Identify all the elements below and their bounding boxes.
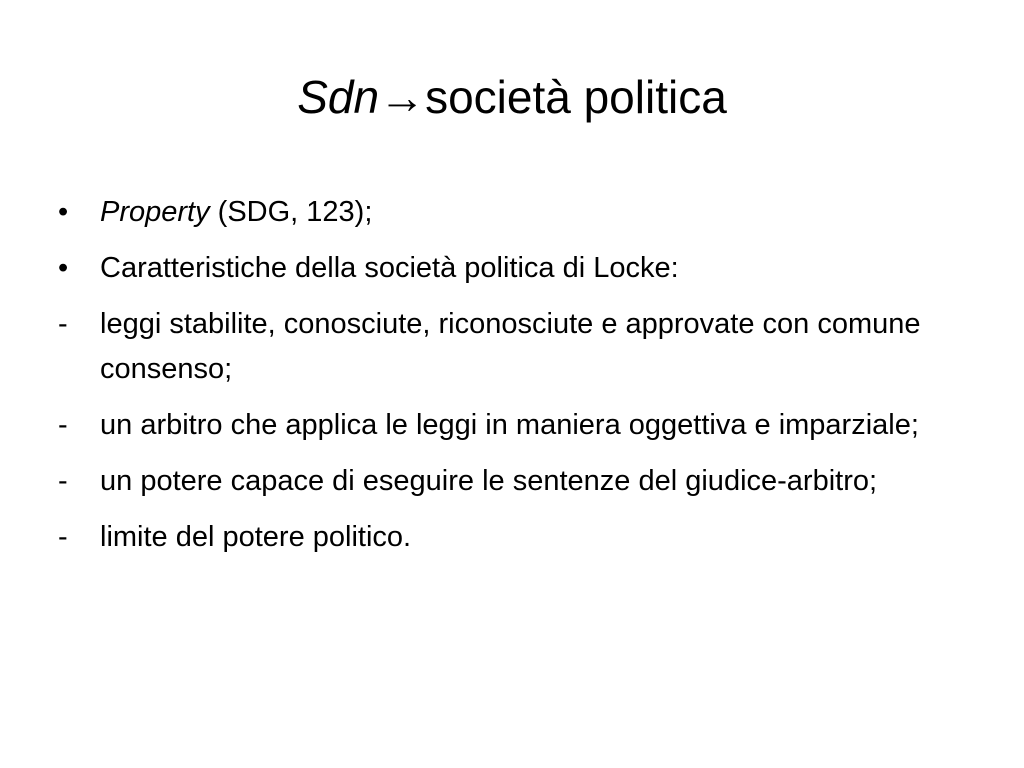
- dash-item-limit: [58, 515, 958, 560]
- bullet-marker: •: [58, 196, 69, 228]
- bullet-item-property: [58, 190, 958, 235]
- slide-title: [50, 62, 974, 132]
- dash-item-laws: [58, 302, 958, 392]
- dash-item-power: [58, 459, 958, 504]
- dash-item-text: leggi stabilite, conosciute, riconosciute e approvate con comune consenso;: [100, 308, 921, 385]
- bullet-text: (SDG, 123);: [209, 196, 373, 228]
- bullet-italic-text: Property: [100, 196, 210, 228]
- dash-item-arbiter: [58, 403, 958, 448]
- dash-marker: -: [58, 409, 68, 441]
- title-arrow: →: [379, 71, 426, 123]
- title-italic-part: Sdn: [297, 71, 380, 123]
- bullet-list: [58, 190, 958, 571]
- bullet-item-characteristics: [58, 246, 958, 291]
- bullet-text: Caratteristiche della società politica di Locke:: [100, 252, 679, 284]
- dash-item-text: un arbitro che applica le leggi in maniera oggettiva e imparziale;: [100, 409, 919, 441]
- dash-marker: -: [58, 465, 68, 497]
- title-rest: società politica: [425, 71, 727, 123]
- bullet-marker: •: [58, 252, 69, 284]
- dash-item-text: un potere capace di eseguire le sentenze del giudice-arbitro;: [100, 465, 878, 497]
- dash-marker: -: [58, 308, 68, 340]
- dash-item-text: limite del potere politico.: [100, 521, 412, 553]
- dash-marker: -: [58, 521, 68, 553]
